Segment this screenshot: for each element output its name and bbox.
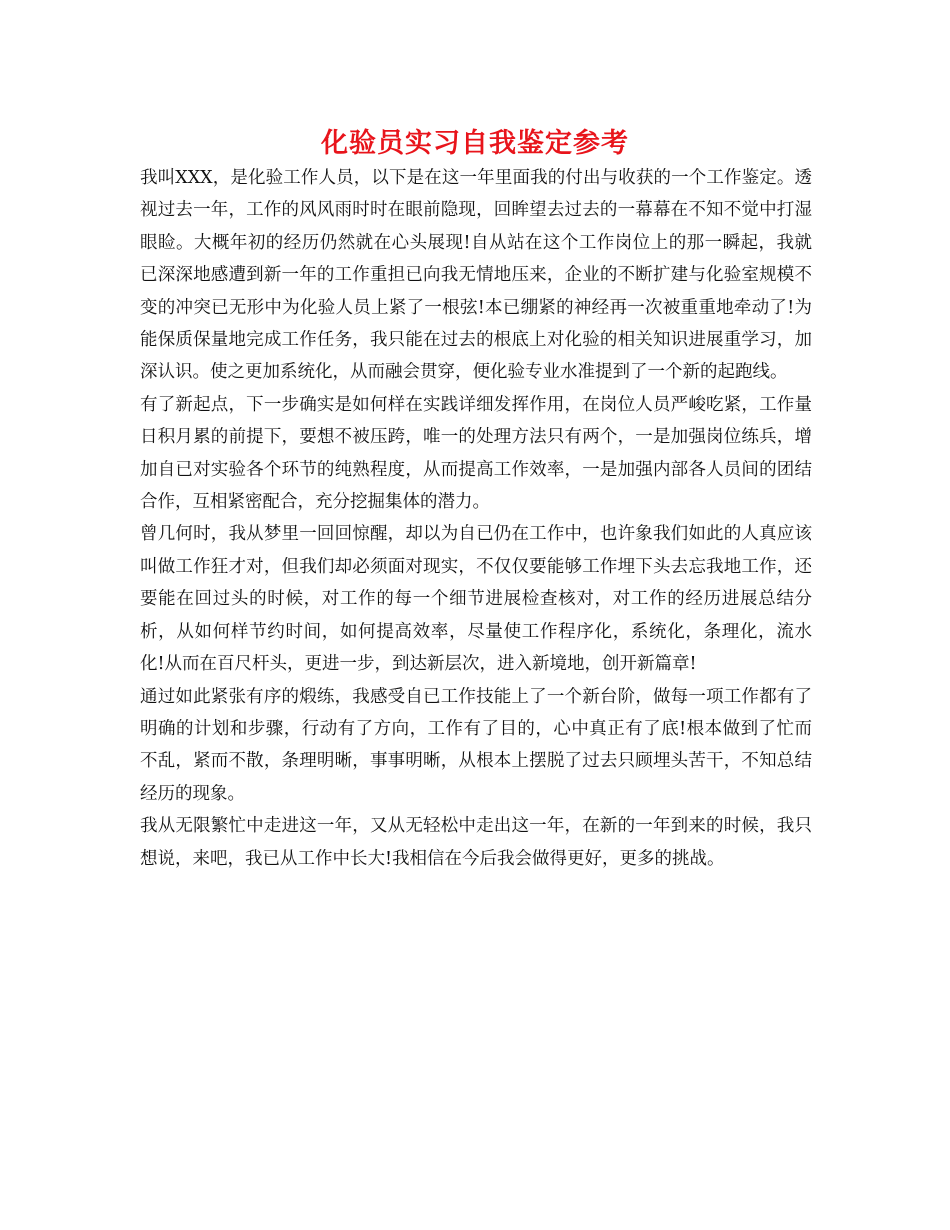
paragraph-4: 通过如此紧张有序的煅练，我感受自已工作技能上了一个新台阶，做每一项工作都有了明确的计划和步骤，行动有了方向，工作有了目的，心中真正有了底!根本做到了忙而不乱，紧而不散，条理明晰，事事明晰，从根本上摆脱了过去只顾埋头苦干，不知总结经历的现象。 xyxy=(140,686,812,804)
paragraph-5: 我从无限繁忙中走进这一年，又从无轻松中走出这一年，在新的一年到来的时候，我只想说，来吧，我已从工作中长大!我相信在今后我会做得更好，更多的挑战。 xyxy=(140,816,812,869)
paragraph-2: 有了新起点，下一步确实是如何样在实践详细发挥作用，在岗位人员严峻吃紧，工作量日积月累的前提下，要想不被压跨，唯一的处理方法只有两个，一是加强岗位练兵，增加自已对实验各个环节的纯熟程度，从而提高工作效率，一是加强内部各人员间的团结合作，互相紧密配合，充分挖掘集体的潜力。 xyxy=(140,394,812,513)
paragraph-3: 曾几何时，我从梦里一回回惊醒，却以为自已仍在工作中，也许象我们如此的人真应该叫做工作狂才对，但我们却必须面对现实，不仅仅要能够工作埋下头去忘我地工作，还要能在回过头的时候，对工作的每一个细节进展检查核对，对工作的经历进展总结分析，从如何样节约时间，如何提高效率，尽量使工作程序化，系统化，条理化，流水化!从而在百尺杆头，更进一步，到达新层次，进入新境地，创开新篇章! xyxy=(140,524,812,675)
page-title: 化验员实习自我鉴定参考 xyxy=(321,128,629,159)
document-body xyxy=(140,162,812,875)
paragraph-1: 我叫XXX，是化验工作人员，以下是在这一年里面我的付出与收获的一个工作鉴定。透视过去一年，工作的风风雨时时在眼前隐现，回眸望去过去的一幕幕在不知不觉中打湿眼睑。大概年初的经历仍然就在心头展现!自从站在这个工作岗位上的那一瞬起，我就已深深地感遭到新一年的工作重担已向我无情地压来，企业的不断扩建与化验室规模不变的冲突已无形中为化验人员上紧了一根弦!本已绷紧的神经再一次被重重地牵动了!为能保质保量地完成工作任务，我只能在过去的根底上对化验的相关知识进展重学习，加深认识。使之更加系统化，从而融会贯穿，便化验专业水准提到了一个新的起跑线。 xyxy=(140,168,812,383)
